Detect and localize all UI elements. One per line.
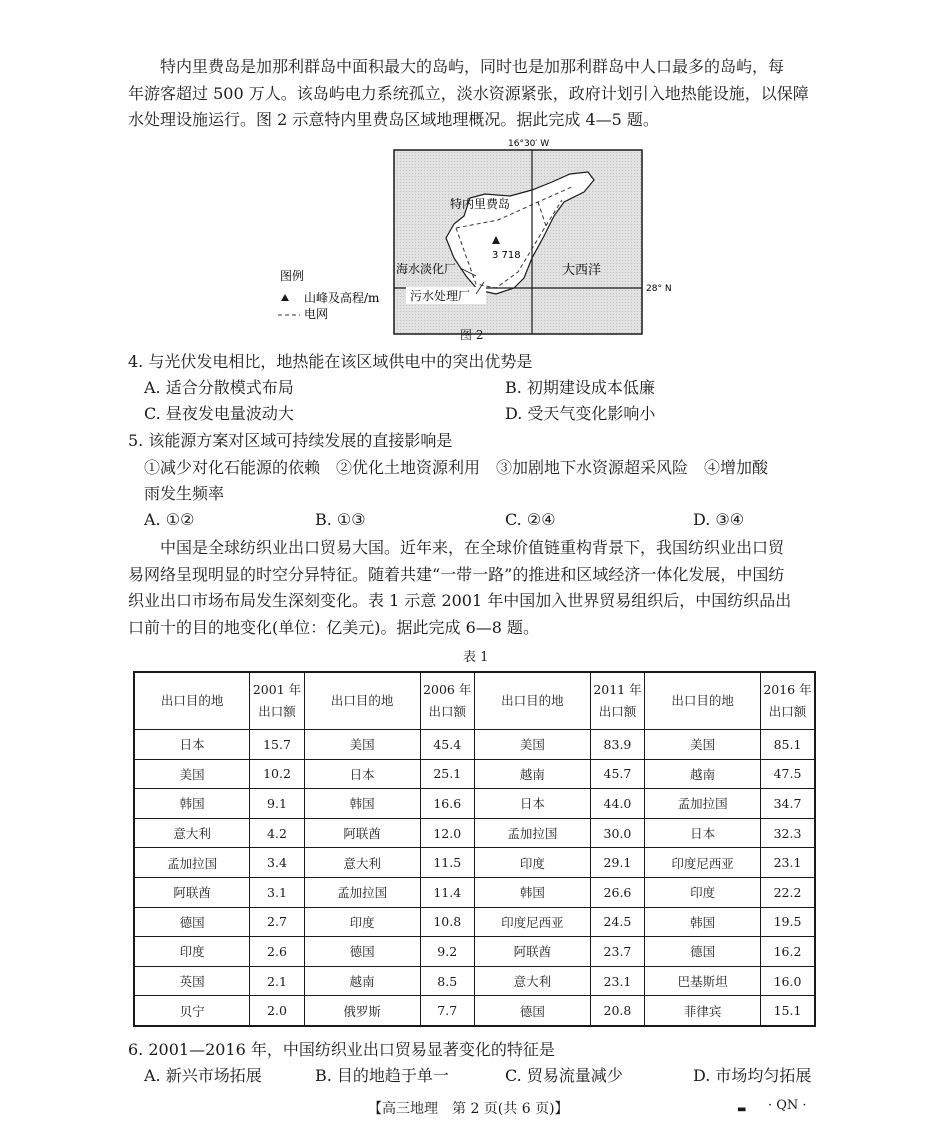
- q5-statements-line-2: 雨发生频率: [144, 484, 225, 503]
- table-row: [134, 730, 815, 760]
- export-amount-cell: 19.5: [760, 907, 815, 937]
- export-amount-cell: 11.4: [420, 877, 474, 907]
- destination-cell: 韩国: [304, 789, 420, 819]
- ocean-label: 大西洋: [562, 263, 602, 278]
- destination-cell: 印度: [645, 877, 761, 907]
- export-amount-cell: 2.7: [250, 907, 304, 937]
- tenerife-map: [270, 136, 690, 346]
- destination-cell: 美国: [134, 759, 250, 789]
- header-amt-2011: 出口额: [598, 704, 637, 719]
- intro-paragraph-2: [128, 535, 828, 641]
- destination-cell: 印度: [474, 848, 590, 878]
- q5-option-a: A. ①②: [144, 510, 195, 529]
- destination-cell: 越南: [304, 966, 420, 996]
- destination-cell: 韩国: [645, 907, 761, 937]
- header-amt-2001: 出口额: [258, 704, 296, 719]
- export-amount-cell: 2.0: [250, 996, 304, 1026]
- export-amount-cell: 16.6: [420, 789, 474, 819]
- header-year-2016: 2016 年: [763, 682, 812, 697]
- destination-cell: 印度尼西亚: [474, 907, 590, 937]
- export-amount-cell: 44.0: [590, 789, 644, 819]
- intro2-line-1: 中国是全球纺织业出口贸易大国。近年来，在全球价值链重构背景下，我国纺织业出口贸: [160, 538, 785, 557]
- destination-cell: 美国: [645, 730, 761, 760]
- table-row: [134, 818, 815, 848]
- table-row: [134, 877, 815, 907]
- intro2-line-2: 易网络呈现明显的时空分异特征。随着共建“一带一路”的推进和区域经济一体化发展，中国纺: [128, 564, 785, 584]
- destination-cell: 俄罗斯: [304, 996, 420, 1026]
- export-amount-cell: 23.7: [590, 937, 644, 967]
- export-amount-cell: 20.8: [590, 996, 644, 1026]
- header-amt-2016: 出口额: [768, 704, 807, 719]
- export-amount-cell: 16.2: [760, 937, 815, 967]
- table-row: [134, 907, 815, 937]
- export-amount-cell: 10.2: [250, 759, 304, 789]
- q5-statements-line-1: ①减少对化石能源的依赖 ②优化土地资源利用 ③加剧地下水资源超采风险 ④增加酸: [144, 458, 769, 477]
- desalination-plant-label: 海水淡化厂: [396, 262, 457, 276]
- table-row: [134, 966, 815, 996]
- legend-title: 图例: [280, 269, 305, 283]
- q4-stem: 4. 与光伏发电相比，地热能在该区域供电中的突出优势是: [128, 352, 533, 371]
- destination-cell: 越南: [474, 759, 590, 789]
- table-row: [134, 848, 815, 878]
- export-amount-cell: 30.0: [590, 818, 644, 848]
- q5-option-b: B. ①③: [315, 510, 366, 529]
- export-amount-cell: 24.5: [590, 907, 644, 937]
- q4-option-d: D. 受天气变化影响小: [505, 404, 656, 423]
- legend-grid-label: 电网: [304, 307, 329, 321]
- export-amount-cell: 85.1: [760, 730, 815, 760]
- destination-cell: 德国: [474, 996, 590, 1026]
- destination-cell: 日本: [645, 818, 761, 848]
- destination-cell: 印度: [134, 937, 250, 967]
- export-amount-cell: 22.2: [760, 877, 815, 907]
- table-row: [134, 996, 815, 1026]
- export-amount-cell: 10.8: [420, 907, 474, 937]
- table-row: [134, 937, 815, 967]
- q6-option-d: D. 市场均匀拓展: [693, 1066, 812, 1085]
- q5-option-d: D. ③④: [693, 510, 745, 529]
- intro2-line-3: 织业出口市场布局发生深刻变化。表 1 示意 2001 年中国加入世界贸易组织后，中国纺织品出: [128, 591, 792, 610]
- export-amount-cell: 47.5: [760, 759, 815, 789]
- q6-stem: 6. 2001—2016 年，中国纺织业出口贸易显著变化的特征是: [128, 1040, 555, 1059]
- export-amount-cell: 7.7: [420, 996, 474, 1026]
- destination-cell: 印度尼西亚: [645, 848, 761, 878]
- header-year-2006: 2006 年: [423, 682, 472, 697]
- export-amount-cell: 4.2: [250, 818, 304, 848]
- header-amount-2011: [590, 672, 644, 730]
- q6-option-c: C. 贸易流量减少: [505, 1066, 623, 1085]
- header-amt-2006: 出口额: [428, 704, 466, 719]
- latitude-label: 28° N: [646, 284, 672, 294]
- peak-elevation: 3 718: [492, 250, 521, 261]
- footer-dash: ▬: [737, 1104, 747, 1115]
- q4-option-b: B. 初期建设成本低廉: [505, 378, 655, 397]
- legend-peak-label: 山峰及高程/m: [304, 291, 380, 305]
- island-name-label: 特内里费岛: [450, 197, 511, 211]
- destination-cell: 美国: [474, 730, 590, 760]
- header-dest-2006: 出口目的地: [304, 672, 420, 730]
- q4-option-a: A. 适合分散模式布局: [144, 378, 294, 397]
- destination-cell: 阿联酋: [134, 877, 250, 907]
- q5-stem: 5. 该能源方案对区域可持续发展的直接影响是: [128, 431, 453, 450]
- export-amount-cell: 15.1: [760, 996, 815, 1026]
- destination-cell: 菲律宾: [645, 996, 761, 1026]
- intro1-line-1: 特内里费岛是加那利群岛中面积最大的岛屿，同时也是加那利群岛中人口最多的岛屿，每: [160, 57, 785, 76]
- export-amount-cell: 8.5: [420, 966, 474, 996]
- destination-cell: 日本: [304, 759, 420, 789]
- header-year-2011: 2011 年: [593, 682, 642, 697]
- header-amount-2006: [420, 672, 474, 730]
- destination-cell: 孟加拉国: [474, 818, 590, 848]
- destination-cell: 孟加拉国: [645, 789, 761, 819]
- tenerife-map-figure: [270, 136, 690, 346]
- destination-cell: 韩国: [474, 877, 590, 907]
- export-amount-cell: 32.3: [760, 818, 815, 848]
- table-header-row: [134, 672, 815, 730]
- table-row: [134, 789, 815, 819]
- export-amount-cell: 45.7: [590, 759, 644, 789]
- export-amount-cell: 11.5: [420, 848, 474, 878]
- header-dest-2011: 出口目的地: [474, 672, 590, 730]
- destination-cell: 日本: [134, 730, 250, 760]
- export-amount-cell: 3.1: [250, 877, 304, 907]
- export-amount-cell: 26.6: [590, 877, 644, 907]
- destination-cell: 美国: [304, 730, 420, 760]
- export-amount-cell: 12.0: [420, 818, 474, 848]
- header-dest-2016: 出口目的地: [645, 672, 761, 730]
- longitude-label: 16°30′ W: [508, 139, 550, 149]
- destination-cell: 贝宁: [134, 996, 250, 1026]
- destination-cell: 意大利: [134, 818, 250, 848]
- destination-cell: 孟加拉国: [304, 877, 420, 907]
- header-year-2001: 2001 年: [252, 682, 302, 697]
- destination-cell: 德国: [304, 937, 420, 967]
- intro1-line-3: 水处理设施运行。图 2 示意特内里费岛区域地理概况。据此完成 4—5 题。: [128, 110, 659, 129]
- header-amount-2001: [250, 672, 304, 730]
- header-amount-2016: [760, 672, 815, 730]
- destination-cell: 意大利: [304, 848, 420, 878]
- destination-cell: 阿联酋: [304, 818, 420, 848]
- destination-cell: 韩国: [134, 789, 250, 819]
- export-destination-table: [133, 671, 816, 1027]
- q5-option-c: C. ②④: [505, 510, 556, 529]
- destination-cell: 意大利: [474, 966, 590, 996]
- export-amount-cell: 23.1: [760, 848, 815, 878]
- destination-cell: 孟加拉国: [134, 848, 250, 878]
- table-row: [134, 759, 815, 789]
- export-amount-cell: 2.1: [250, 966, 304, 996]
- intro-paragraph-1: [128, 54, 828, 134]
- destination-cell: 英国: [134, 966, 250, 996]
- q6-option-b: B. 目的地趋于单一: [315, 1066, 449, 1085]
- export-amount-cell: 29.1: [590, 848, 644, 878]
- destination-cell: 德国: [134, 907, 250, 937]
- export-amount-cell: 9.1: [250, 789, 304, 819]
- q6-option-a: A. 新兴市场拓展: [144, 1066, 262, 1085]
- export-amount-cell: 45.4: [420, 730, 474, 760]
- export-amount-cell: 9.2: [420, 937, 474, 967]
- table-body: [134, 730, 815, 1026]
- export-amount-cell: 83.9: [590, 730, 644, 760]
- header-dest-2001: 出口目的地: [134, 672, 250, 730]
- export-amount-cell: 15.7: [250, 730, 304, 760]
- destination-cell: 印度: [304, 907, 420, 937]
- destination-cell: 日本: [474, 789, 590, 819]
- destination-cell: 德国: [645, 937, 761, 967]
- legend-peak-icon: [281, 294, 289, 301]
- destination-cell: 越南: [645, 759, 761, 789]
- destination-cell: 阿联酋: [474, 937, 590, 967]
- export-amount-cell: 23.1: [590, 966, 644, 996]
- intro1-line-2: 年游客超过 500 万人。该岛屿电力系统孤立，淡水资源紧张，政府计划引入地热能设施，以保障: [128, 83, 809, 103]
- q4-option-c: C. 昼夜发电量波动大: [144, 404, 294, 423]
- figure-caption: 图 2: [460, 328, 484, 342]
- export-amount-cell: 16.0: [760, 966, 815, 996]
- destination-cell: 巴基斯坦: [645, 966, 761, 996]
- sewage-plant-label: 污水处理厂: [410, 289, 471, 303]
- intro2-line-4: 口前十的目的地变化(单位：亿美元)。据此完成 6—8 题。: [128, 617, 540, 637]
- export-amount-cell: 34.7: [760, 789, 815, 819]
- footer-code: · QN ·: [768, 1098, 807, 1113]
- table-caption: 表 1: [463, 650, 489, 665]
- export-amount-cell: 3.4: [250, 848, 304, 878]
- export-amount-cell: 25.1: [420, 759, 474, 789]
- page-footer: 【高三地理 第 2 页(共 6 页)】: [368, 1101, 569, 1117]
- export-amount-cell: 2.6: [250, 937, 304, 967]
